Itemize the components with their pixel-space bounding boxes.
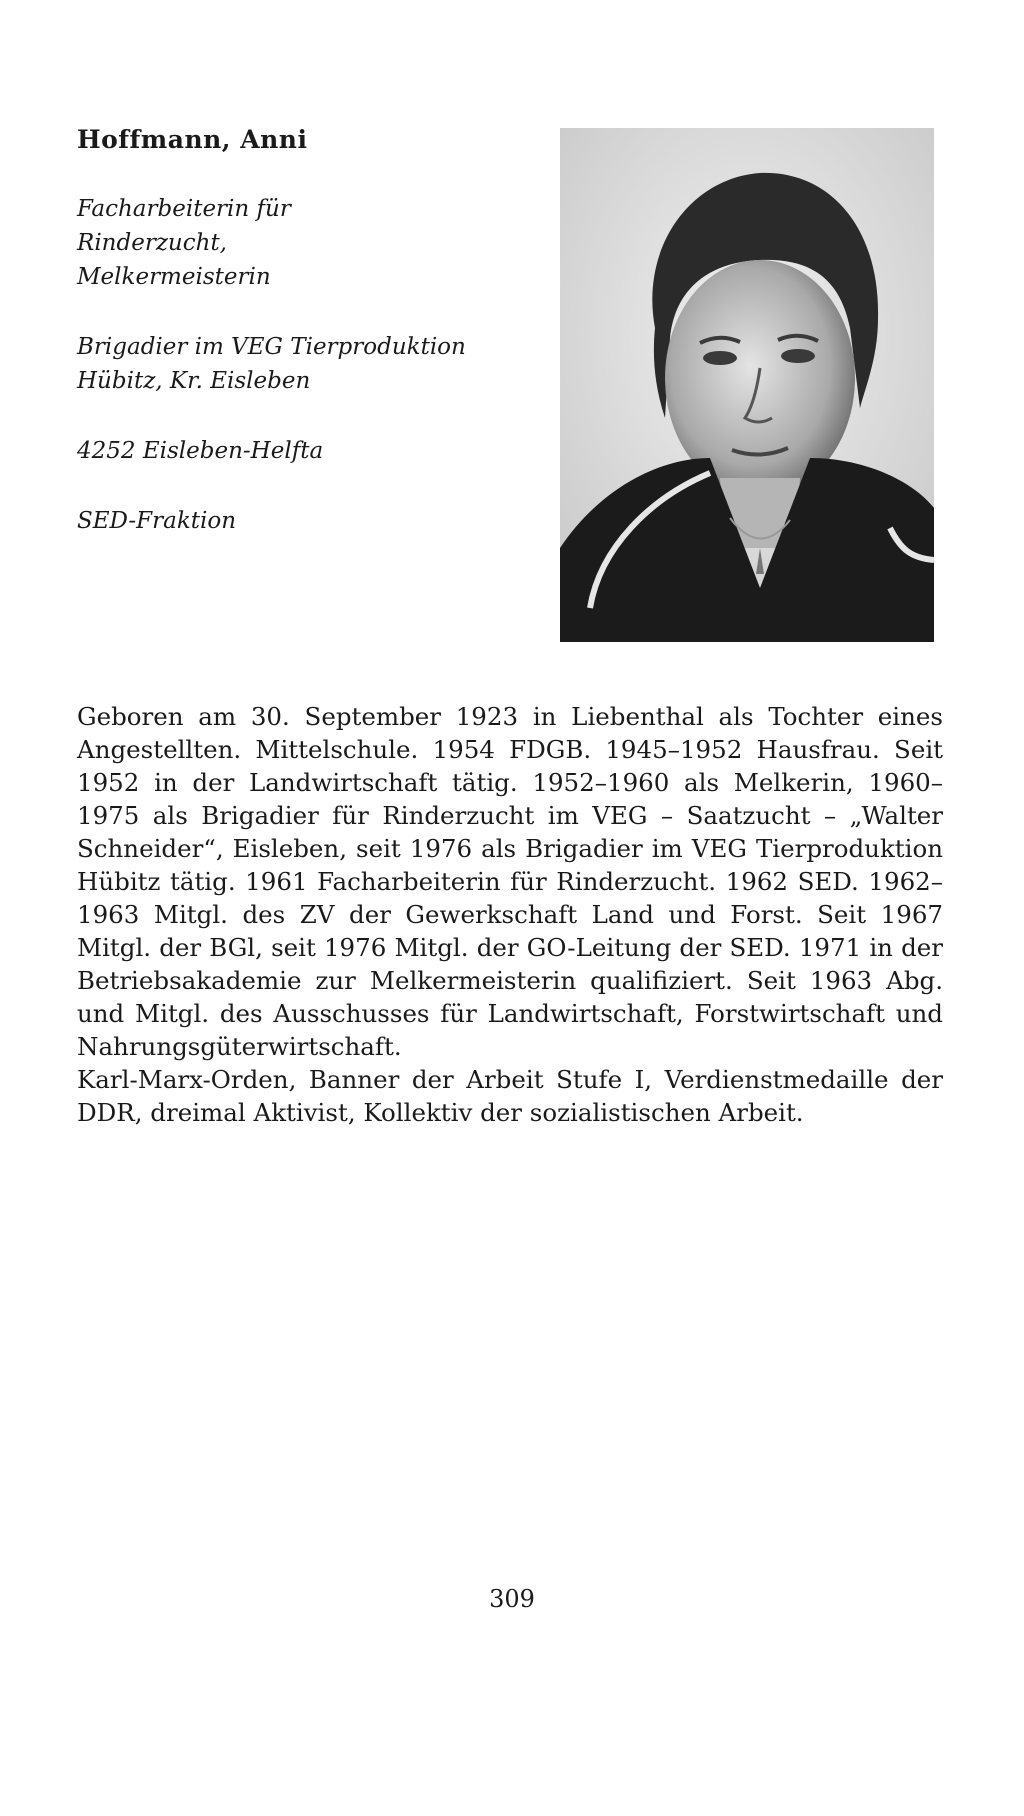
entry-details — [77, 192, 547, 538]
biography-awards: Karl-Marx-Orden, Banner der Arbeit Stufe I, Verdienstmedaille der DDR, dreimal Aktivist, Kollektiv der sozialistischen Arbeit. — [77, 1065, 943, 1127]
entry-profession: Facharbeiterin für Rinderzucht, Melkermeisterin — [77, 196, 291, 290]
portrait-icon — [560, 128, 934, 642]
biography-career: Geboren am 30. September 1923 in Liebenthal als Tochter eines Angestellten. Mittelschule. 1954 FDGB. 1945–1952 Hausfrau. Seit 1952 in der Landwirtschaft tätig. 1952–1960 als Melkerin, 1960–1975 als Brigadier für Rinderzucht im VEG – Saatzucht – „Walter Schneider“, Eisleben, seit 1976 als Brigadier im VEG Tierproduktion Hübitz tätig. 1961 Facharbeiterin für Rinderzucht. 1962 SED. 1962–1963 Mitgl. des ZV der Gewerkschaft Land und Forst. Seit 1967 Mitgl. der BGl, seit 1976 Mitgl. der GO-Leitung der SED. 1971 in der Betriebsakademie zur Melkermeisterin qualifiziert. Seit 1963 Abg. und Mitgl. des Ausschusses für Landwirtschaft, Forstwirtschaft und Nahrungsgüterwirtschaft. — [77, 702, 943, 1061]
portrait-photo — [560, 128, 934, 642]
page-number: 309 — [489, 1585, 535, 1613]
entry-faction: SED-Fraktion — [77, 508, 237, 534]
entry-address: 4252 Eisleben-Helfta — [77, 438, 324, 464]
biography — [77, 700, 943, 1129]
entry-name: Hoffmann, Anni — [77, 125, 308, 154]
entry-workplace: Brigadier im VEG Tierproduktion Hübitz, Kr. Eisleben — [77, 334, 466, 394]
